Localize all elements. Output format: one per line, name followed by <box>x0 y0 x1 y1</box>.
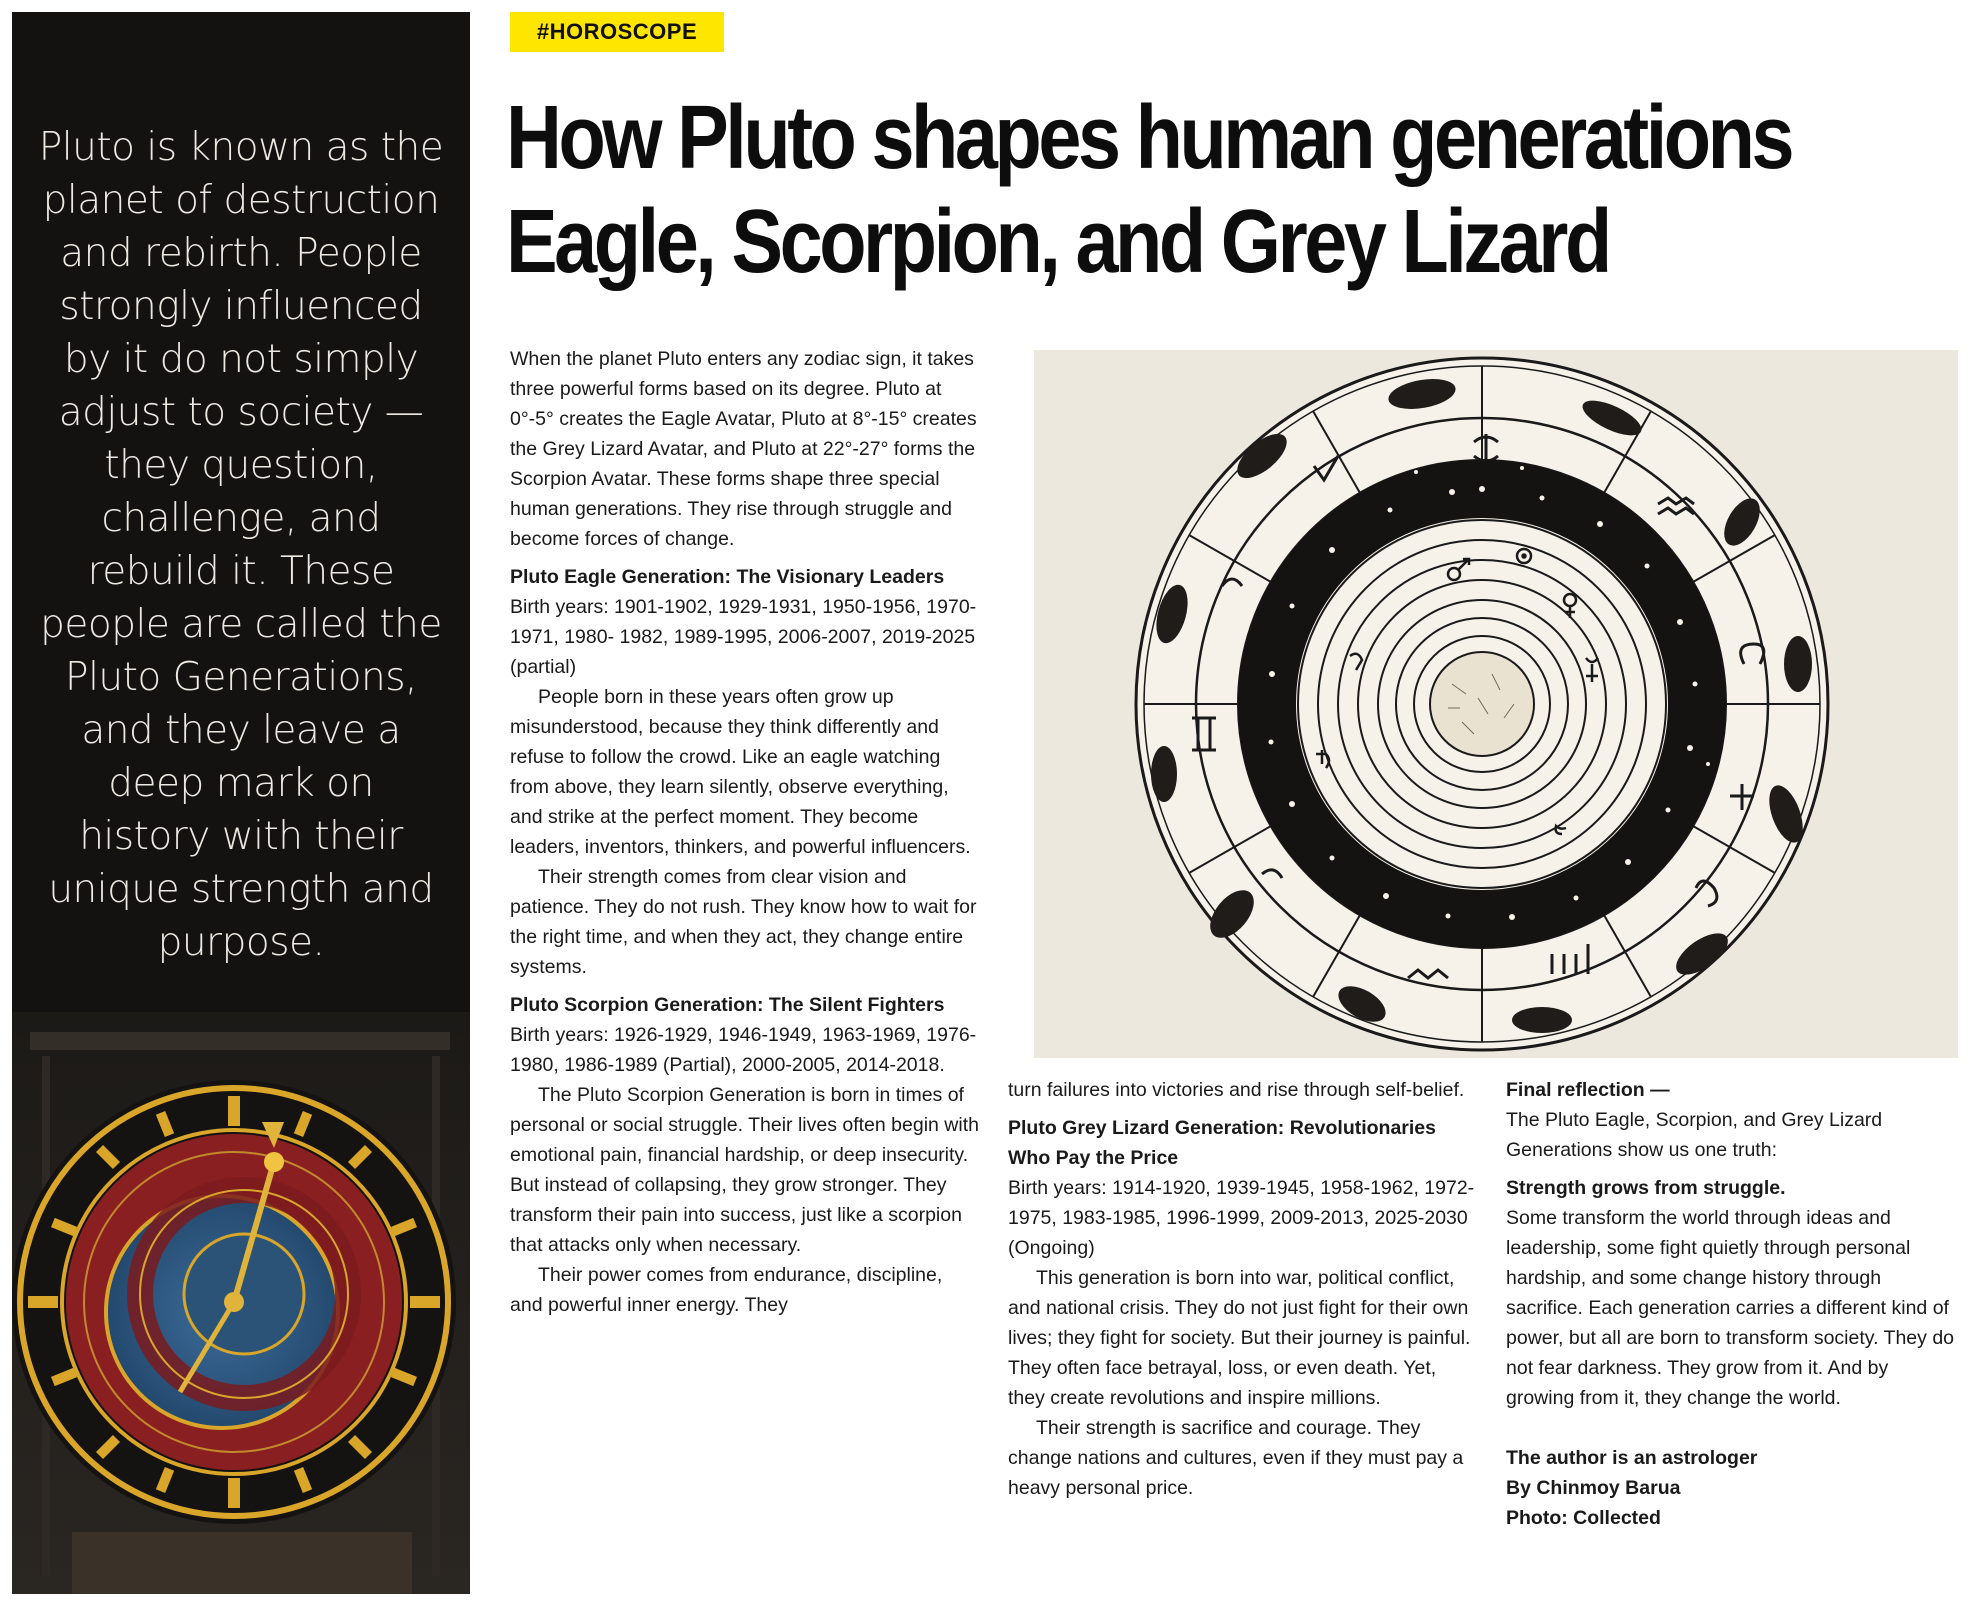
reflection-bold-line: Strength grows from struggle. <box>1506 1177 1786 1199</box>
section-tag: #HOROSCOPE <box>510 12 724 52</box>
headline-line-2: Eagle, Scorpion, and Grey Lizard <box>506 192 1609 292</box>
article-column-1 <box>510 344 980 1320</box>
scorpion-heading: Pluto Scorpion Generation: The Silent Fighters <box>510 994 945 1016</box>
reflection-heading: Final reflection — <box>1506 1079 1670 1101</box>
eagle-heading: Pluto Eagle Generation: The Visionary Leaders <box>510 566 945 588</box>
reflection-paragraph-1: The Pluto Eagle, Scorpion, and Grey Lizard Generations show us one truth: <box>1506 1109 1883 1161</box>
scorpion-paragraph-2-continued: turn failures into victories and rise through self-belief. <box>1008 1079 1465 1101</box>
sidebar-panel <box>12 12 470 1594</box>
photo-credit: Photo: Collected <box>1506 1507 1661 1529</box>
author-note: The author is an astrologer <box>1506 1447 1758 1469</box>
article-column-3 <box>1506 1075 1958 1533</box>
lizard-birth-years: Birth years: 1914-1920, 1939-1945, 1958-1962, 1972-1975, 1983-1985, 1996-1999, 2009-2013, 2025-2030 (Ongoing) <box>1008 1177 1475 1259</box>
scorpion-birth-years: Birth years: 1926-1929, 1946-1949, 1963-1969, 1976-1980, 1986-1989 (Partial), 2000-2005, 2014-2018. <box>510 1024 977 1076</box>
spacer <box>1506 1413 1958 1443</box>
scorpion-paragraph-1: The Pluto Scorpion Generation is born in times of personal or social struggle. Their lives often begin with emotional pain, financial hardship, or deep insecurity. But instead of collapsing, they grow stronger. They transform their pain into success, just like a scorpion that attacks only when necessary. <box>510 1084 979 1256</box>
article-column-2 <box>1008 1075 1478 1503</box>
zodiac-illustration <box>1034 350 1958 1058</box>
lizard-paragraph-1: This generation is born into war, political conflict, and national crisis. They do not just fight for their own lives; they fight for society. But their journey is painful. They often face betrayal, loss, or even death. Yet, they create revolutions and inspire millions. <box>1008 1267 1471 1409</box>
reflection-paragraph-2: Some transform the world through ideas and leadership, some fight quietly through personal hardship, and some change history through sacrifice. Each generation carries a different kind of power, but all are born to transform society. They do not fear darkness. They grow from it. And by growing from it, they change the world. <box>1506 1207 1955 1409</box>
lizard-heading: Pluto Grey Lizard Generation: Revolutionaries Who Pay the Price <box>1008 1117 1437 1169</box>
eagle-paragraph-1: People born in these years often grow up misunderstood, because they think differently and refuse to follow the crowd. Like an eagle watching from above, they learn silently, observe everything, and strike at the perfect moment. They become leaders, inventors, thinkers, and powerful influencers. <box>510 686 971 858</box>
eagle-birth-years: Birth years: 1901-1902, 1929-1931, 1950-1956, 1970-1971, 1980- 1982, 1989-1995, 2006-2007, 2019-2025 (partial) <box>510 596 977 678</box>
scorpion-paragraph-2: Their power comes from endurance, discipline, and powerful inner energy. They <box>510 1264 943 1316</box>
headline <box>506 86 1792 294</box>
headline-line-1: How Pluto shapes human generations <box>506 88 1792 188</box>
byline: By Chinmoy Barua <box>1506 1477 1681 1499</box>
lizard-paragraph-2: Their strength is sacrifice and courage. They change nations and cultures, even if they must pay a heavy personal price. <box>1008 1417 1464 1499</box>
astronomical-clock-photo <box>12 1012 470 1594</box>
intro-paragraph: When the planet Pluto enters any zodiac sign, it takes three powerful forms based on its degree. Pluto at 0°-5° creates the Eagle Avatar, Pluto at 8°-15° creates the Grey Lizard Avatar, and Pluto at 22°-27° forms the Scorpion Avatar. These forms shape three special human generations. They rise through struggle and become forces of change. <box>510 348 977 550</box>
sidebar-quote: Pluto is known as the planet of destruction and rebirth. People strongly influenced by it do not simply adjust to society — they question, challenge, and rebuild it. These people are called the Pluto Generations, and they leave a deep mark on history with their unique strength and purpose. <box>38 125 444 965</box>
eagle-paragraph-2: Their strength comes from clear vision and patience. They do not rush. They know how to wait for the right time, and when they act, they change entire systems. <box>510 866 977 978</box>
zodiac-wheel-drawing <box>1034 350 1958 1058</box>
